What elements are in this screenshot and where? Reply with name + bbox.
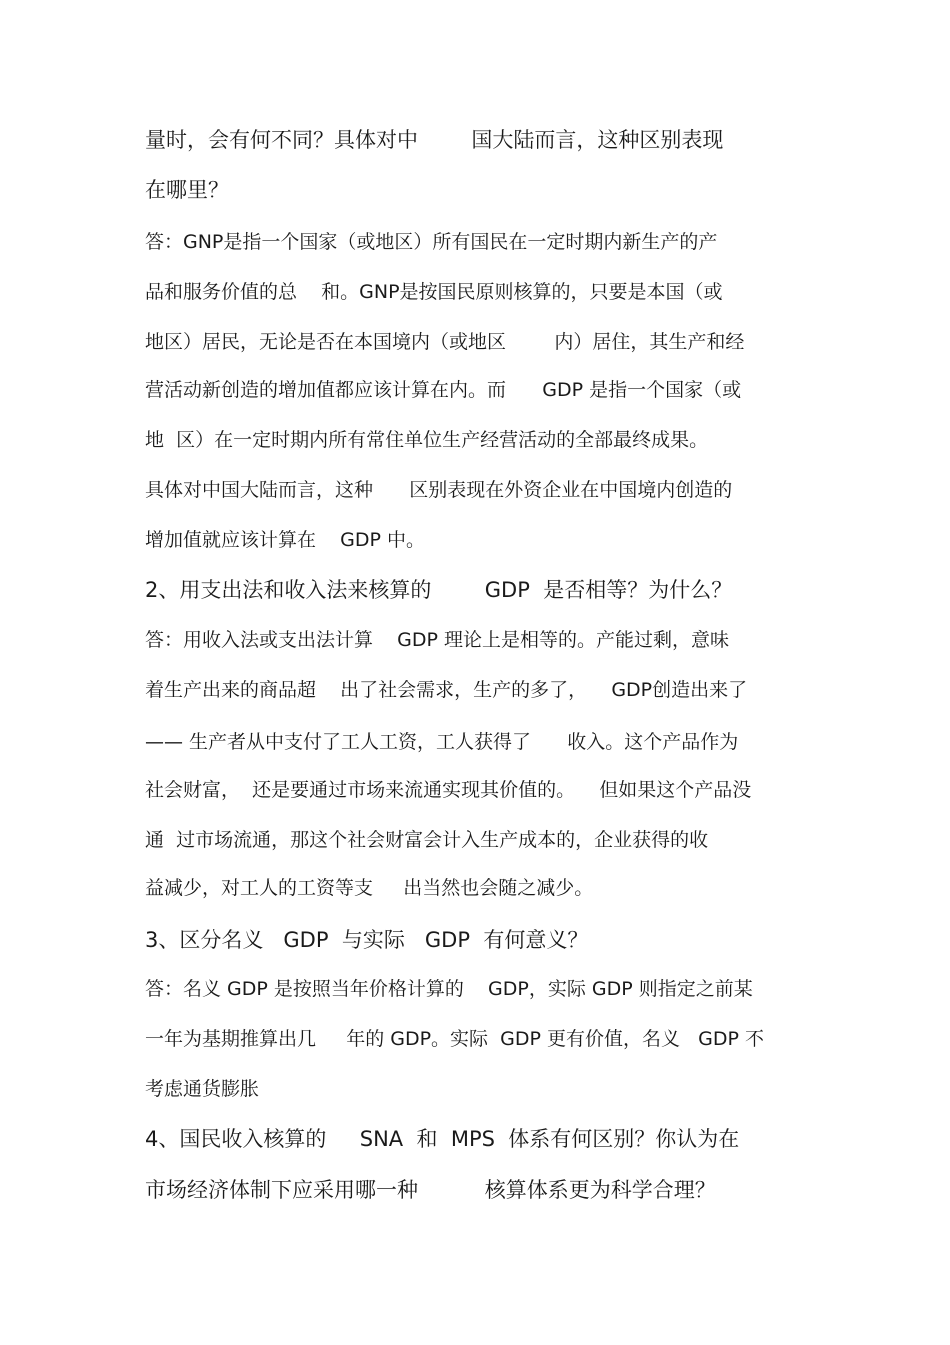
question-1-line-1: 量时，会有何不同？具体对中 国大陆而言，这种区别表现 [145,128,724,152]
answer-2-line-1: 答：用收入法或支出法计算 GDP 理论上是相等的。产能过剩，意味 [145,629,730,651]
answer-3-line-1: 答：名义 GDP 是按照当年价格计算的 GDP，实际 GDP 则指定之前某 [145,978,753,1000]
answer-1-line-1: 答：GNP是指一个国家（或地区）所有国民在一定时期内新生产的产 [145,231,718,253]
answer-1-line-7: 增加值就应该计算在 GDP 中。 [145,529,426,551]
answer-1-line-6: 具体对中国大陆而言，这种 区别表现在外资企业在中国境内创造的 [145,479,733,501]
answer-3-line-2: 一年为基期推算出几 年的 GDP。实际 GDP 更有价值，名义 GDP 不 [145,1028,764,1050]
answer-2-line-5: 通 过市场流通，那这个社会财富会计入生产成本的，企业获得的收 [145,829,709,851]
answer-1-line-5: 地 区）在一定时期内所有常住单位生产经营活动的全部最终成果。 [145,429,709,451]
question-2: 2、用支出法和收入法来核算的 GDP 是否相等？为什么？ [145,578,733,602]
answer-2-line-6: 益减少，对工人的工资等支 出当然也会随之减少。 [145,877,594,899]
answer-1-line-3: 地区）居民，无论是否在本国境内（或地区 内）居住，其生产和经 [145,331,745,353]
question-3: 3、区分名义 GDP 与实际 GDP 有何意义？ [145,928,589,952]
answer-3-line-3: 考虑通货膨胀 [145,1078,260,1100]
question-4-line-1: 4、国民收入核算的 SNA 和 MPS 体系有何区别？你认为在 [145,1127,740,1151]
answer-1-line-2: 品和服务价值的总 和。GNP是按国民原则核算的，只要是本国（或 [145,281,723,303]
answer-1-line-4: 营活动新创造的增加值都应该计算在内。而 GDP 是指一个国家（或 [145,379,742,401]
answer-2-line-4: 社会财富， 还是要通过市场来流通实现其价值的。 但如果这个产品没 [145,779,752,801]
question-1-line-2: 在哪里？ [145,178,229,202]
question-4-line-2: 市场经济体制下应采用哪一种 核算体系更为科学合理？ [145,1178,716,1202]
answer-2-line-3: —— 生产者从中支付了工人工资，工人获得了 收入。这个产品作为 [145,731,739,753]
answer-2-line-2: 着生产出来的商品超 出了社会需求，生产的多了， GDP创造出来了 [145,679,748,701]
